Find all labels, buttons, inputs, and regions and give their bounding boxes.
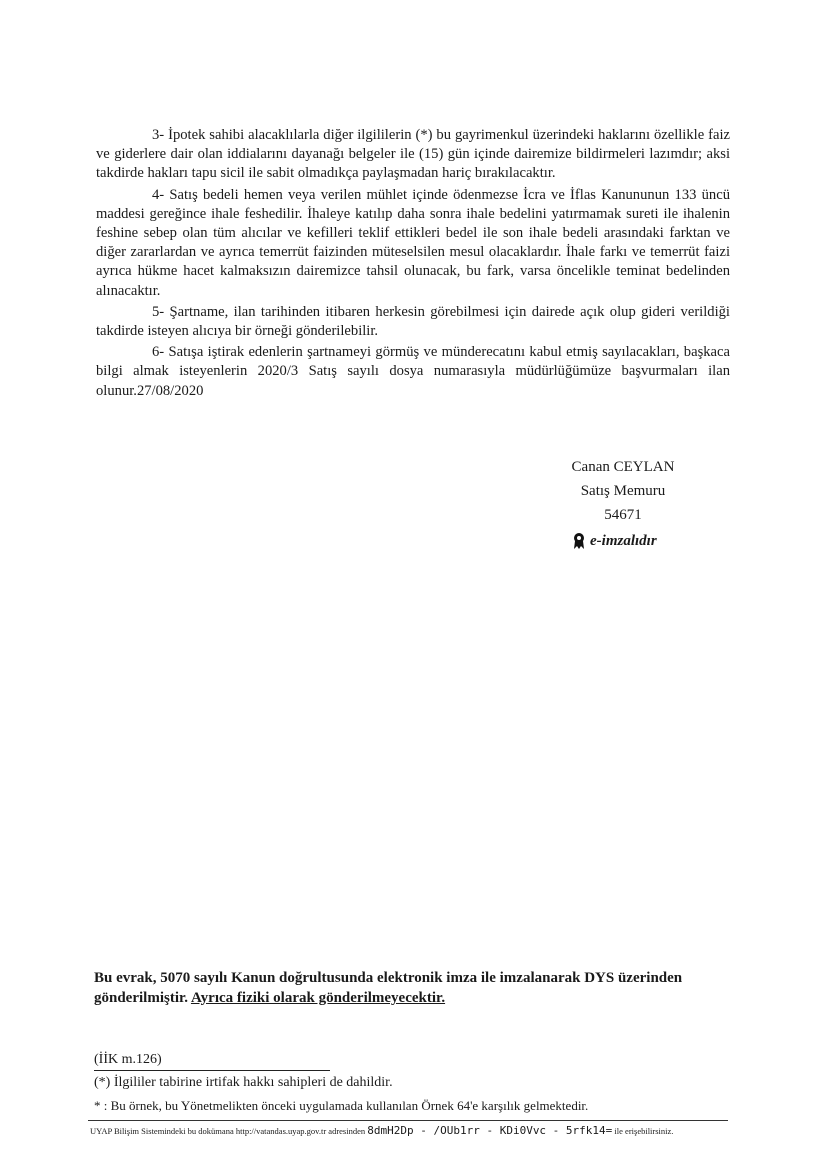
paragraph-6: 6- Satışa iştirak edenlerin şartnameyi görmüş ve münderecatını kabul etmiş sayılacakları, başkaca bilgi almak isteyenlerin 2020/3 Satış sayılı dosya numarasıyla müdürlüğümüze başvurmaları ilan olunur.27/08/2020: [96, 344, 730, 399]
esign-label: e-imzalıdır: [590, 532, 657, 549]
footer-suffix: ile erişebilirsiniz.: [614, 1126, 674, 1136]
footnotes: [94, 1051, 734, 1115]
footer-prefix: UYAP Bilişim Sistemindeki bu dokümana http://vatandas.uyap.gov.tr adresinden: [90, 1126, 366, 1136]
uyap-footer: [90, 1124, 740, 1137]
seal-icon: [572, 532, 586, 550]
footnote-1: (*) İlgililer tabirine irtifak hakkı sahipleri de dahildir.: [94, 1075, 393, 1090]
notice-text: Bu evrak, 5070 sayılı Kanun doğrultusunda elektronik imza ile imzalanarak DYS üzerinden gönderilmiştir.: [94, 970, 683, 1006]
signature-block: [548, 455, 698, 527]
dys-notice: [94, 968, 734, 1008]
paragraph-5: 5- Şartname, ilan tarihinden itibaren herkesin görebilmesi için dairede açık olup gideri verildiği takdirde isteyen alıcıya bir örneği gönderilebilir.: [96, 303, 730, 340]
paragraph-4: 4- Satış bedeli hemen veya verilen mühlet içinde ödenmezse İcra ve İflas Kanununun 133 üncü maddesi gereğince ihale feshedilir. İhaleye katılıp daha sonra ihale bedelini yatırmamak sureti ile ihalenin feshine sebep olan tüm alıcılar ve kefilleri teklif ettikleri bedel ile son ihale bedeli arasındaki farktan ve diğer zararlardan ve ayrıca temerrüt faizinden müteselsilen mesul olacaklardır. İhale farkı ve temerrüt faizi ayrıca hükme hacet kalmaksızın dairemizce tahsil olunacak, bu fark, varsa öncelikle teminat bedelinden alınacaktır.: [96, 186, 730, 299]
document-body: [96, 126, 730, 403]
signer-title: Satış Memuru: [580, 483, 666, 499]
notice-underlined: Ayrıca fiziki olarak gönderilmeyecektir.: [190, 990, 446, 1006]
footnote-2: * : Bu örnek, bu Yönetmelikten önceki uygulamada kullanılan Örnek 64'e karşılık gelmektedir.: [94, 1098, 589, 1113]
verification-code: 8dmH2Dp - /OUb1rr - KDi0Vvc - 5rfk14=: [367, 1124, 613, 1137]
signer-number: 54671: [604, 507, 642, 523]
e-signature: [572, 532, 657, 550]
paragraph-3: 3- İpotek sahibi alacaklılarla diğer ilgililerin (*) bu gayrimenkul üzerindeki haklarını özellikle faiz ve giderlere dair olan iddialarını dayanağı belgeler ile (15) gün içinde dairemize bildirmeleri lazımdır; aksi takdirde hakları tapu sicil ile sabit olmadıkça paylaşmadan hariç bırakılacaktır.: [96, 127, 730, 182]
signer-name: Canan CEYLAN: [571, 459, 675, 475]
footer-divider: [88, 1120, 728, 1121]
footnote-reference: (İİK m.126): [94, 1051, 330, 1071]
